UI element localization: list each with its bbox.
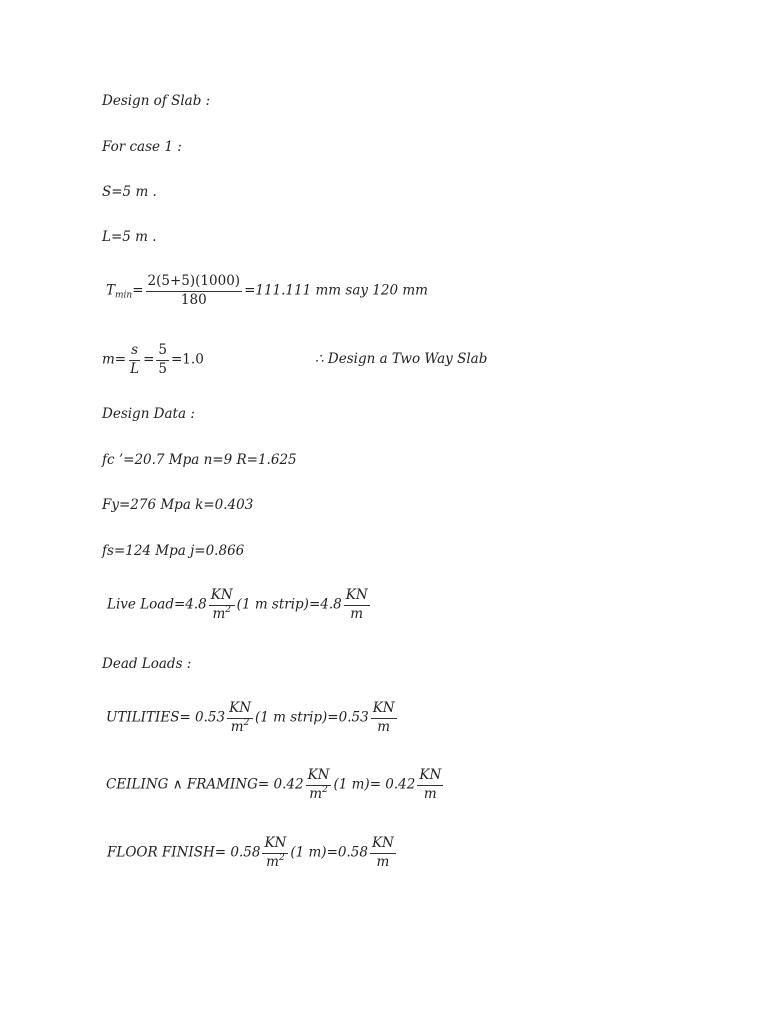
- floor-finish-label: FLOOR FINISH= 0.58: [107, 844, 261, 861]
- floor-finish-den-2: m: [376, 853, 390, 870]
- ceiling-den-2: m: [423, 785, 437, 802]
- dead-loads-heading: Dead Loads :: [102, 656, 192, 672]
- utilities-fraction-2: [371, 702, 397, 734]
- floor-finish-num-1: KN: [262, 837, 288, 854]
- utilities-fraction-1: [227, 702, 253, 734]
- m-ratio-equals: =: [143, 351, 155, 368]
- tmin-equals: =: [132, 282, 144, 299]
- utilities-sup-1: 2: [243, 717, 250, 728]
- live-load-mid: (1 m strip)=4.8: [236, 596, 342, 613]
- floor-finish-mid: (1 m)=0.58: [290, 844, 368, 861]
- floor-finish-fraction-1: [262, 837, 288, 869]
- section-title: Design of Slab :: [102, 93, 211, 109]
- floor-finish-formula: [107, 837, 398, 869]
- m-ratio-den-2: 5: [158, 360, 167, 377]
- ceiling-num-2: KN: [417, 769, 443, 786]
- utilities-num-1: KN: [227, 702, 253, 719]
- ceiling-fraction-1: [306, 769, 332, 801]
- tmin-denominator: 180: [180, 291, 207, 308]
- utilities-den-1: m: [230, 718, 244, 735]
- tmin-variable: T: [106, 282, 116, 299]
- utilities-formula: [106, 702, 399, 734]
- long-span-line: L=5 m .: [102, 229, 157, 245]
- fc-line: fc ’=20.7 Mpa n=9 R=1.625: [102, 452, 297, 468]
- ceiling-label: CEILING ∧ FRAMING= 0.42: [106, 776, 304, 793]
- design-data-heading: Design Data :: [102, 406, 195, 422]
- case-label: For case 1 :: [102, 139, 182, 155]
- live-load-den-2: m: [350, 605, 364, 622]
- ceiling-mid: (1 m)= 0.42: [333, 776, 416, 793]
- utilities-label: UTILITIES= 0.53: [106, 709, 226, 726]
- m-ratio-den-1: L: [130, 360, 140, 377]
- m-ratio-num-2: 5: [156, 344, 169, 361]
- fs-line: fs=124 Mpa j=0.866: [102, 543, 245, 559]
- live-load-num-1: KN: [209, 589, 235, 606]
- live-load-num-2: KN: [344, 589, 370, 606]
- utilities-num-2: KN: [371, 702, 397, 719]
- m-ratio-formula: [102, 344, 204, 376]
- m-ratio-fraction-2: [156, 344, 169, 376]
- ceiling-sup-1: 2: [322, 784, 328, 795]
- m-ratio-result: =1.0: [171, 351, 204, 368]
- live-load-fraction-1: [209, 589, 235, 621]
- live-load-formula: [107, 589, 372, 621]
- ceiling-framing-formula: [106, 769, 445, 801]
- ceiling-den-1: m: [309, 785, 323, 802]
- live-load-fraction-2: [344, 589, 370, 621]
- live-load-sup-1: 2: [225, 604, 231, 615]
- m-ratio-prefix: m=: [102, 351, 127, 368]
- ceiling-num-1: KN: [306, 769, 332, 786]
- floor-finish-fraction-2: [370, 837, 396, 869]
- short-span-line: S=5 m .: [102, 184, 157, 200]
- tmin-fraction: [146, 275, 243, 307]
- floor-finish-den-1: m: [266, 853, 279, 870]
- live-load-den-1: m: [212, 605, 226, 622]
- m-ratio-num-1: s: [129, 344, 140, 361]
- live-load-label: Live Load=4.8: [107, 596, 207, 613]
- utilities-mid: (1 m strip)=0.53: [255, 709, 369, 726]
- floor-finish-num-2: KN: [370, 837, 396, 854]
- m-ratio-fraction-1: [128, 344, 141, 376]
- utilities-den-2: m: [377, 718, 391, 735]
- tmin-formula: [106, 275, 428, 307]
- two-way-slab-conclusion: ∴ Design a Two Way Slab: [315, 351, 488, 367]
- ceiling-fraction-2: [417, 769, 443, 801]
- tmin-numerator: 2(5+5)(1000): [146, 275, 243, 292]
- fy-line: Fy=276 Mpa k=0.403: [102, 497, 254, 513]
- tmin-subscript: min: [115, 290, 133, 301]
- floor-finish-sup-1: 2: [278, 852, 285, 863]
- tmin-result: =111.111 mm say 120 mm: [244, 282, 428, 299]
